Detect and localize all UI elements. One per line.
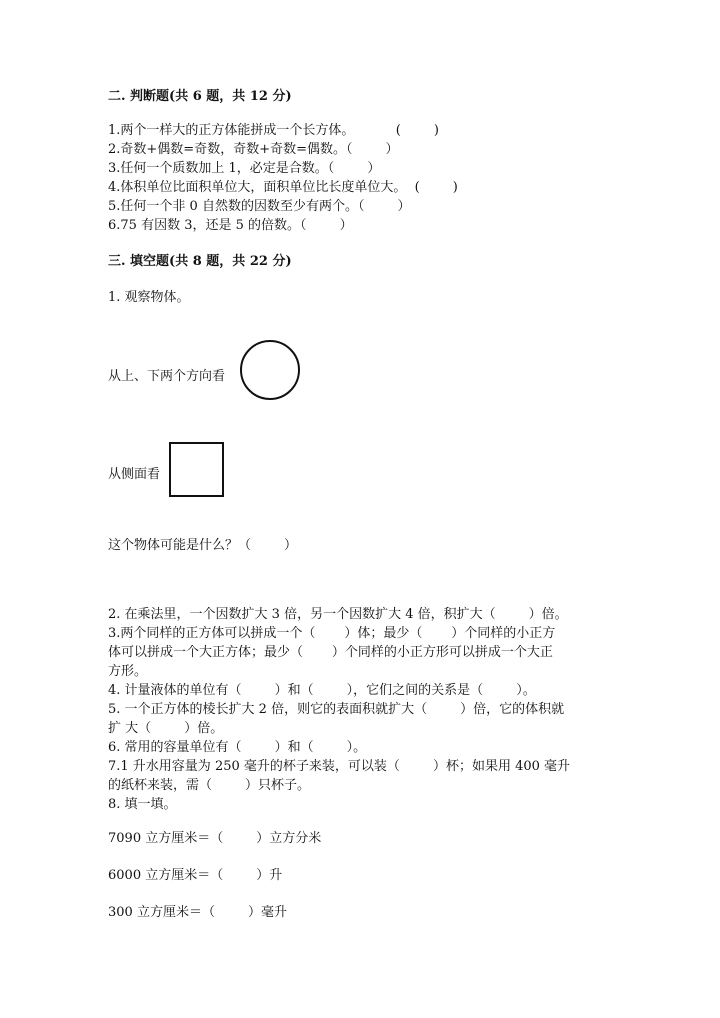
fill-question-8-item-b: 6000 立方厘米＝（ ）升	[108, 868, 283, 883]
judge-question-4: 4.体积单位比面积单位大，面积单位比长度单位大。 ( )	[108, 180, 458, 195]
fill-question-5-line1: 5. 一个正方体的棱长扩大 2 倍，则它的表面积就扩大（ ）倍，它的体积就	[108, 702, 565, 717]
fill-question-8-item-c: 300 立方厘米＝（ ）毫升	[108, 905, 288, 920]
section3-heading: 三. 填空题(共 8 题，共 22 分)	[108, 254, 292, 269]
fill-question-7-line1: 7.1 升水用容量为 250 毫升的杯子来装，可以装（ ）杯；如果用 400 毫升	[108, 759, 571, 774]
fill-question-8-item-a: 7090 立方厘米＝（ ）立方分米	[108, 831, 322, 846]
section2-heading: 二. 判断题(共 6 题，共 12 分)	[108, 89, 292, 104]
fill-question-1-title: 1. 观察物体。	[108, 290, 190, 305]
fill-question-1-prompt: 这个物体可能是什么？（ ）	[108, 538, 298, 553]
view-side-label: 从侧面看	[108, 467, 161, 482]
judge-question-3: 3.任何一个质数加上 1，必定是合数。（ ）	[108, 161, 381, 176]
fill-question-3-line2: 体可以拼成一个大正方体；最少（ ）个同样的小正方形可以拼成一个大正	[108, 645, 553, 660]
square-side-view	[169, 442, 224, 497]
view-top-label: 从上、下两个方向看	[108, 369, 226, 384]
judge-question-2: 2.奇数+偶数=奇数，奇数+奇数=偶数。（ ）	[108, 142, 399, 157]
fill-question-3-line3: 方形。	[108, 664, 148, 679]
fill-question-7-line2: 的纸杯来装，需（ ）只杯子。	[108, 778, 311, 793]
fill-question-4: 4. 计量液体的单位有（ ）和（ ），它们之间的关系是（ ）。	[108, 683, 536, 698]
fill-question-8-title: 8. 填一填。	[108, 797, 177, 812]
judge-question-6: 6.75 有因数 3，还是 5 的倍数。（ ）	[108, 218, 353, 233]
fill-question-6: 6. 常用的容量单位有（ ）和（ ）。	[108, 740, 367, 755]
judge-question-1: 1.两个一样大的正方体能拼成一个长方体。 ( )	[108, 123, 439, 138]
judge-question-5: 5.任何一个非 0 自然数的因数至少有两个。（ ）	[108, 199, 411, 214]
fill-question-2: 2. 在乘法里，一个因数扩大 3 倍，另一个因数扩大 4 倍，积扩大（ ）倍。	[108, 607, 568, 622]
fill-question-3-line1: 3.两个同样的正方体可以拼成一个（ ）体；最少（ ）个同样的小正方	[108, 626, 556, 641]
fill-question-5-line2: 扩 大（ ）倍。	[108, 721, 224, 736]
circle-top-view	[240, 340, 300, 400]
